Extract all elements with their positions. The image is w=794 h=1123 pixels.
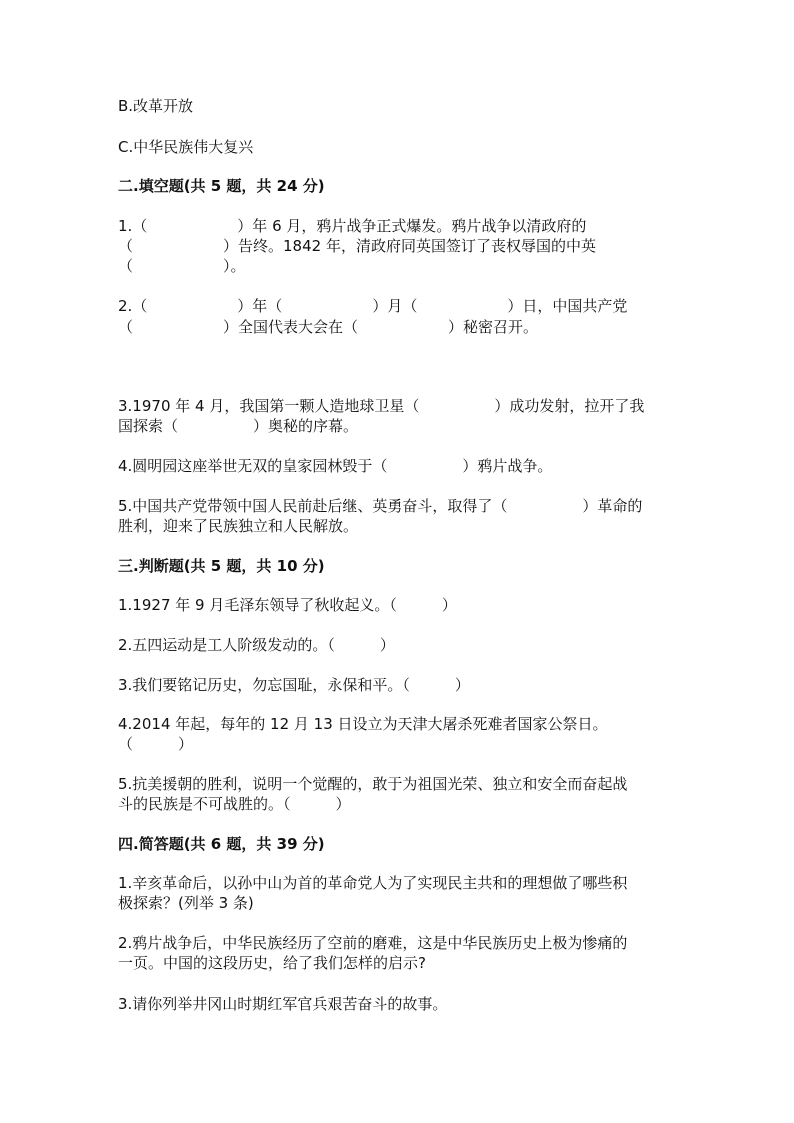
section-heading-true-false: 三.判断题(共 5 题，共 10 分)	[118, 557, 325, 575]
judge-q4-line1: 4.2014 年起，每年的 12 月 13 日设立为天津大屠杀死难者国家公祭日。	[118, 715, 608, 733]
section-heading-short-answer: 四.简答题(共 6 题，共 39 分)	[118, 835, 325, 853]
fill-q4-line1: 4.圆明园这座举世无双的皇家园林毁于（ ）鸦片战争。	[118, 457, 553, 475]
option-b: B.改革开放	[118, 97, 194, 115]
short-q2-line2: 一页。中国的这段历史，给了我们怎样的启示?	[118, 954, 426, 972]
short-q1-line2: 极探索？(列举 3 条)	[118, 894, 254, 912]
fill-q1-line3: （ ）。	[118, 257, 246, 275]
section-heading-fill-blank: 二.填空题(共 5 题，共 24 分)	[118, 177, 325, 195]
judge-q4-line2: （ ）	[118, 735, 194, 753]
fill-q1-line2: （ ）告终。1842 年，清政府同英国签订了丧权辱国的中英	[118, 237, 596, 255]
fill-q5-line1: 5.中国共产党带领中国人民前赴后继、英勇奋斗，取得了（ ）革命的	[118, 497, 643, 515]
fill-q3-line1: 3.1970 年 4 月，我国第一颗人造地球卫星（ ）成功发射，拉开了我	[118, 397, 645, 415]
short-q2-line1: 2.鸦片战争后，中华民族经历了空前的磨难，这是中华民族历史上极为惨痛的	[118, 934, 628, 952]
fill-q2-line1: 2.（ ）年（ ）月（ ）日，中国共产党	[118, 297, 628, 315]
judge-q1-line1: 1.1927 年 9 月毛泽东领导了秋收起义。（ ）	[118, 596, 457, 614]
short-q1-line1: 1.辛亥革命后，以孙中山为首的革命党人为了实现民主共和的理想做了哪些积	[118, 874, 628, 892]
short-q3-line1: 3.请你列举井冈山时期红军官兵艰苦奋斗的故事。	[118, 995, 448, 1013]
fill-q5-line2: 胜利，迎来了民族独立和人民解放。	[118, 517, 359, 535]
fill-q1-line1: 1.（ ）年 6 月，鸦片战争正式爆发。鸦片战争以清政府的	[118, 217, 587, 235]
judge-q5-line2: 斗的民族是不可战胜的。（ ）	[118, 795, 351, 813]
option-c: C.中华民族伟大复兴	[118, 138, 254, 156]
judge-q3-line1: 3.我们要铭记历史，勿忘国耻，永保和平。（ ）	[118, 676, 470, 694]
judge-q2-line1: 2.五四运动是工人阶级发动的。（ ）	[118, 636, 395, 654]
judge-q5-line1: 5.抗美援朝的胜利，说明一个觉醒的，敢于为祖国光荣、独立和安全而奋起战	[118, 775, 628, 793]
fill-q3-line2: 国探索（ ）奥秘的序幕。	[118, 417, 359, 435]
fill-q2-line2: （ ）全国代表大会在（ ）秘密召开。	[118, 318, 539, 336]
